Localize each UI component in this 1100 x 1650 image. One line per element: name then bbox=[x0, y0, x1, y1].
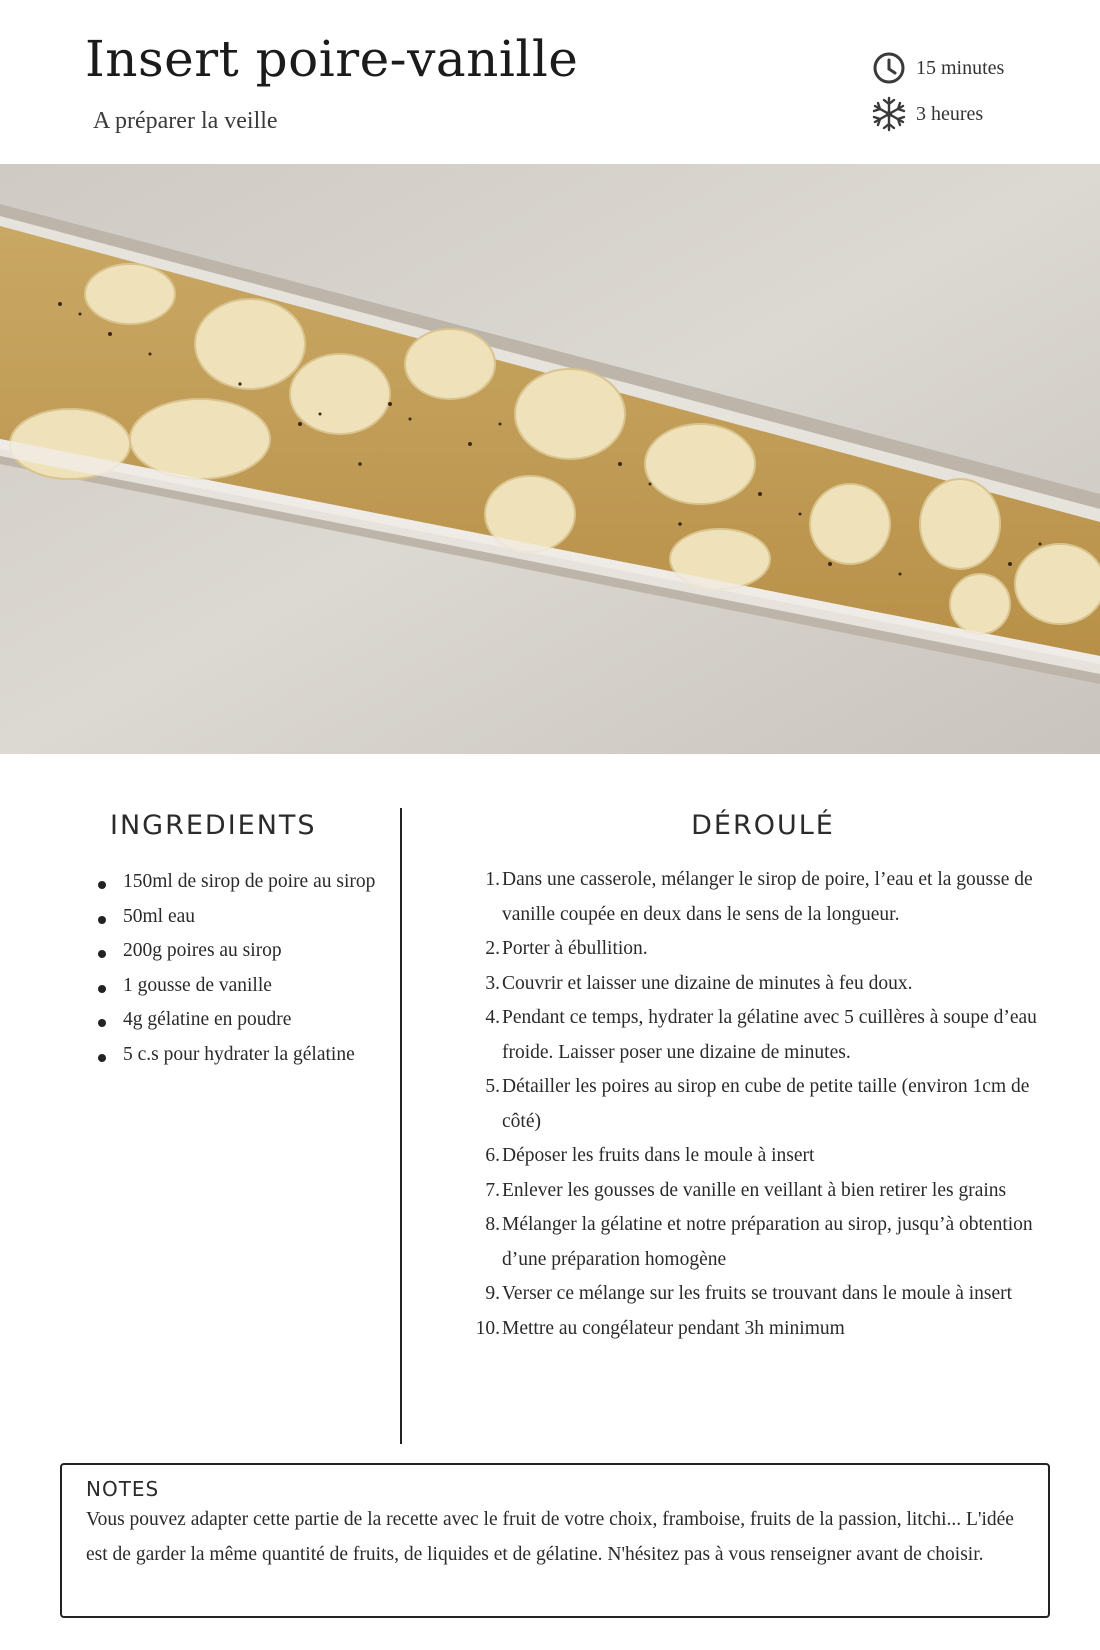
list-item: 5 c.s pour hydrater la gélatine bbox=[80, 1044, 400, 1079]
list-item bbox=[470, 1070, 1070, 1139]
recipe-subtitle: A préparer la veille bbox=[93, 108, 278, 134]
list-item: 200g poires au sirop bbox=[80, 940, 400, 975]
list-item: 50ml eau bbox=[80, 906, 400, 941]
step-number: 9. bbox=[485, 1283, 500, 1304]
step-number: 10. bbox=[475, 1317, 500, 1339]
step-text: Mettre au congélateur pendant 3h minimum bbox=[502, 1317, 845, 1339]
notes-heading: NOTES bbox=[86, 1477, 160, 1501]
prep-time bbox=[870, 45, 1070, 91]
list-item bbox=[470, 1001, 1070, 1070]
steps-heading: DÉROULÉ bbox=[691, 810, 835, 841]
ingredients-heading: INGREDIENTS bbox=[110, 810, 317, 841]
step-number: 5. bbox=[485, 1076, 500, 1097]
step-number: 6. bbox=[485, 1145, 500, 1166]
step-text: Mélanger la gélatine et notre préparation au sirop, jusqu’à obtention d’une préparation homogène bbox=[502, 1214, 1033, 1270]
step-number: 4. bbox=[485, 1007, 500, 1028]
recipe-meta bbox=[870, 45, 1070, 137]
step-text: Couvrir et laisser une dizaine de minutes à feu doux. bbox=[502, 972, 913, 994]
step-number: 7. bbox=[485, 1179, 500, 1201]
step-number: 1. bbox=[485, 869, 500, 890]
step-text: Pendant ce temps, hydrater la gélatine avec 5 cuillères à soupe d’eau froide. Laisser poser une dizaine de minutes. bbox=[502, 1007, 1037, 1063]
ingredients-list bbox=[80, 871, 400, 1078]
steps-section bbox=[470, 810, 1070, 1346]
step-number: 8. bbox=[485, 1214, 500, 1235]
list-item bbox=[470, 967, 1070, 1002]
pears-in-syrup-photo bbox=[0, 164, 1100, 754]
step-text: Verser ce mélange sur les fruits se trouvant dans le moule à insert bbox=[502, 1283, 1013, 1304]
list-item bbox=[470, 1312, 1070, 1347]
list-item: 1 gousse de vanille bbox=[80, 975, 400, 1010]
step-number: 2. bbox=[485, 938, 500, 959]
notes-box bbox=[60, 1463, 1050, 1618]
recipe-title: Insert poire-vanille bbox=[85, 30, 579, 88]
list-item: 4g gélatine en poudre bbox=[80, 1009, 400, 1044]
step-text: Détailler les poires au sirop en cube de petite taille (environ 1cm de côté) bbox=[502, 1076, 1030, 1132]
clock-icon bbox=[870, 49, 908, 87]
ingredients-section bbox=[80, 810, 400, 1078]
prep-time-label: 15 minutes bbox=[916, 56, 1005, 79]
snowflake-icon bbox=[870, 95, 908, 133]
list-item: 150ml de sirop de poire au sirop bbox=[80, 871, 400, 906]
notes-body: Vous pouvez adapter cette partie de la recette avec le fruit de votre choix, framboise, fruits de la passion, litchi... L'idée est de garder la même quantité de fruits, de liquides et de gélatine. N'hésitez pas à vous renseigner avant de choisir. bbox=[86, 1509, 1014, 1565]
list-item bbox=[470, 1208, 1070, 1277]
step-text: Enlever les gousses de vanille en veillant à bien retirer les grains bbox=[502, 1179, 1007, 1201]
step-text: Dans une casserole, mélanger le sirop de poire, l’eau et la gousse de vanille coupée en deux dans le sens de la longueur. bbox=[502, 869, 1033, 925]
freeze-time-label: 3 heures bbox=[916, 102, 984, 125]
step-text: Porter à ébullition. bbox=[502, 938, 648, 959]
step-text: Déposer les fruits dans le moule à insert bbox=[502, 1145, 815, 1166]
list-item bbox=[470, 932, 1070, 967]
list-item bbox=[470, 863, 1070, 932]
column-divider bbox=[400, 808, 402, 1444]
freeze-time bbox=[870, 91, 1070, 137]
list-item bbox=[470, 1139, 1070, 1174]
list-item bbox=[470, 1174, 1070, 1209]
list-item bbox=[470, 1277, 1070, 1312]
step-number: 3. bbox=[485, 972, 500, 994]
steps-list bbox=[470, 863, 1070, 1346]
